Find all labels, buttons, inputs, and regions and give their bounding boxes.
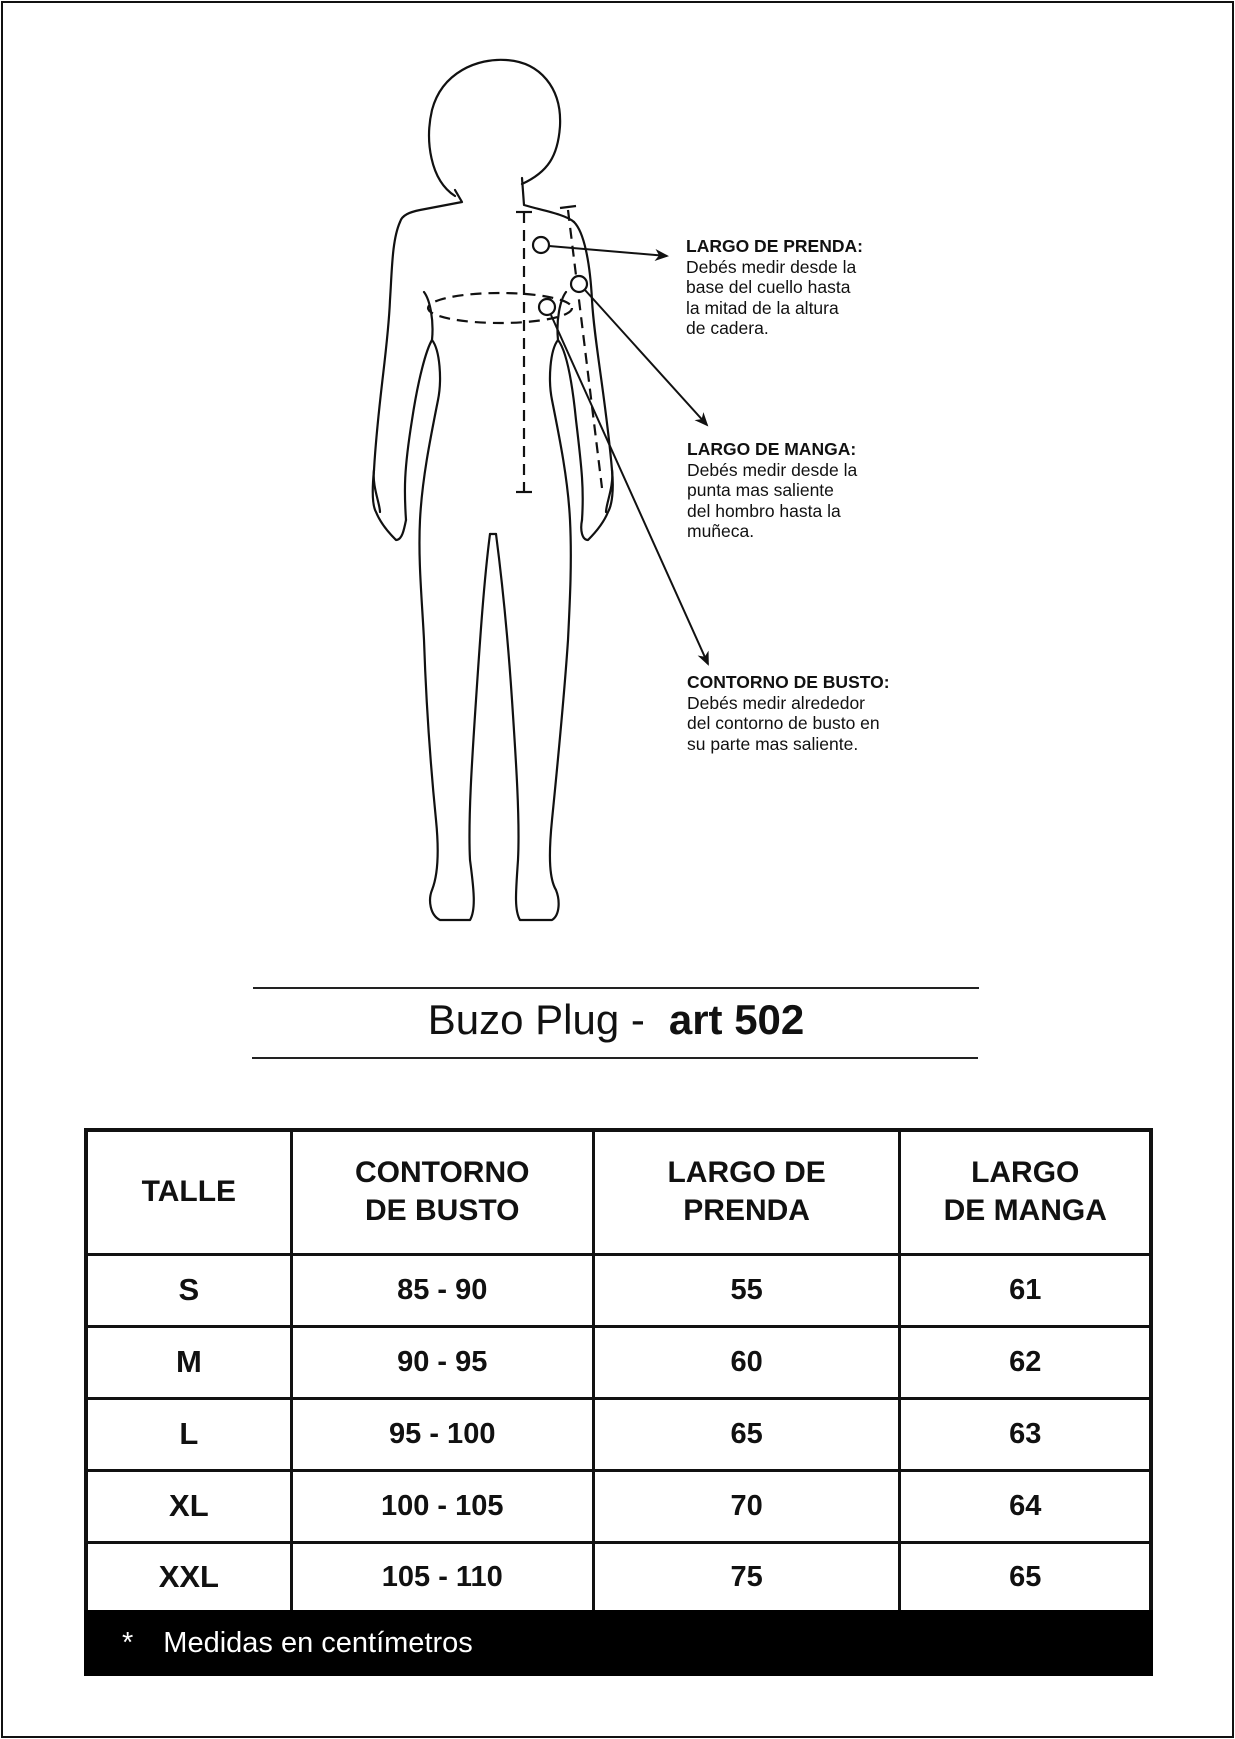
callout-garment-length <box>686 236 863 339</box>
cell-garment-length: 65 <box>593 1398 900 1470</box>
callout-sleeve-length <box>687 439 857 542</box>
cell-sleeve-length: 62 <box>900 1326 1151 1398</box>
header-size: TALLE <box>86 1130 291 1254</box>
callout-line: Debés medir alrededor <box>687 692 866 713</box>
callout-line: Debés medir desde la <box>687 459 858 480</box>
cell-garment-length: 75 <box>593 1542 900 1613</box>
sleeve-length-marker <box>571 276 587 292</box>
product-name: Buzo Plug - <box>427 996 645 1043</box>
left-torso-outline <box>419 340 490 920</box>
callout-line: del hombro hasta la <box>687 500 841 521</box>
cell-garment-length: 60 <box>593 1326 900 1398</box>
cell-bust-contour: 105 - 110 <box>291 1542 593 1613</box>
callout-line: de cadera. <box>686 318 769 338</box>
callout-bust-contour <box>687 672 890 754</box>
bust-contour-arrow <box>551 315 708 664</box>
callout-line: del contorno de busto en <box>687 713 880 733</box>
cell-size: L <box>86 1398 291 1470</box>
callout-line: Debés medir desde la <box>686 256 857 277</box>
units-footnote <box>84 1610 1153 1676</box>
table-row <box>86 1542 1151 1613</box>
callout-title: CONTORNO DE BUSTO: <box>687 672 890 692</box>
cell-bust-contour: 90 - 95 <box>291 1326 593 1398</box>
header-bust-contour: CONTORNO DE BUSTO <box>291 1130 593 1254</box>
size-chart-table <box>84 1128 1153 1615</box>
left-arm-outline <box>373 222 406 540</box>
cell-size: XL <box>86 1470 291 1542</box>
head-outline <box>429 60 560 196</box>
callout-line: su parte mas saliente. <box>687 733 859 754</box>
cell-sleeve-length: 61 <box>900 1254 1151 1326</box>
cell-size: S <box>86 1254 291 1326</box>
cell-bust-contour: 95 - 100 <box>291 1398 593 1470</box>
callout-title: LARGO DE MANGA: <box>687 439 857 459</box>
callout-line: muñeca. <box>687 521 755 541</box>
product-title <box>253 996 979 1056</box>
header-sleeve-length: LARGO DE MANGA <box>900 1130 1151 1254</box>
cell-sleeve-length: 64 <box>900 1470 1151 1542</box>
cell-sleeve-length: 65 <box>900 1542 1151 1613</box>
footnote-text: Medidas en centímetros <box>163 1627 473 1659</box>
garment-length-marker <box>533 237 549 253</box>
table-row <box>86 1470 1151 1542</box>
bust-contour-marker <box>539 299 555 315</box>
cell-sleeve-length: 63 <box>900 1398 1151 1470</box>
right-torso-outline <box>496 340 571 920</box>
table-row <box>86 1326 1151 1398</box>
product-art-number: art 502 <box>668 996 805 1043</box>
title-rule-bottom <box>252 1057 978 1059</box>
cell-size: XXL <box>86 1542 291 1613</box>
callout-line: base del cuello hasta <box>686 277 851 297</box>
callout-line: la mitad de la altura <box>686 297 839 318</box>
cell-garment-length: 55 <box>593 1254 900 1326</box>
cell-bust-contour: 85 - 90 <box>291 1254 593 1326</box>
garment-length-arrow <box>549 246 667 256</box>
title-rule-top <box>253 987 979 989</box>
table-header-row <box>86 1130 1151 1254</box>
cell-garment-length: 70 <box>593 1470 900 1542</box>
cell-bust-contour: 100 - 105 <box>291 1470 593 1542</box>
callout-line: punta mas saliente <box>687 480 834 500</box>
cell-size: M <box>86 1326 291 1398</box>
table-row <box>86 1254 1151 1326</box>
table-row <box>86 1398 1151 1470</box>
header-garment-length: LARGO DE PRENDA <box>593 1130 900 1254</box>
callout-title: LARGO DE PRENDA: <box>686 236 863 256</box>
footnote-asterisk: * <box>122 1627 134 1659</box>
